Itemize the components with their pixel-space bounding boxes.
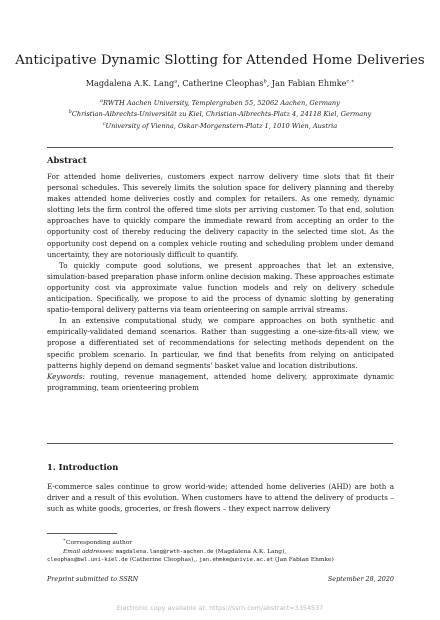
email-link[interactable]: cleophas@bwl.uni-kiel.de: [47, 557, 128, 564]
submission-date: September 28, 2020: [327, 575, 394, 583]
email-label: Email addresses:: [63, 548, 114, 555]
email-owner: (Magdalena A.K. Lang),: [215, 548, 287, 555]
keywords-label: Keywords:: [47, 371, 85, 381]
intro-paragraph: E-commerce sales continue to grow world-wide; attended home deliveries (AHD) are both a driver and a result of this evolution. When customers have to attend the delivery of products – such as white goods, groceries, or fresh flowers – they expect narrow delivery: [47, 482, 394, 514]
abstract-heading: Abstract: [47, 155, 87, 165]
email-owner: (Catherine Cleophas),: [129, 557, 196, 564]
affiliation-mark: b: [68, 110, 72, 116]
author-mark: b: [263, 78, 267, 85]
abstract-paragraph: To quickly compute good solutions, we present approaches that let an extensive, simulation-based preparation phase inform online decision making. These approaches estimate opportunity cost via approximate value function models and rely on delivery schedule anticipation. Specifically, we propose to aid the process of dynamic slotting by generating spatio-temporal delivery patterns via team orienteering on sample arrival streams.: [47, 260, 394, 315]
keywords-text: routing, revenue management, attended home delivery, approximate dynamic programming, team orienteering problem: [47, 371, 394, 392]
affiliation-mark: a: [100, 99, 103, 104]
affiliation-text: RWTH Aachen University, Templergraben 55, 52062 Aachen, Germany: [102, 99, 340, 108]
abstract-paragraph: For attended home deliveries, customers expect narrow delivery time slots that fit their personal schedules. This severely limits the solution space for delivery planning and thereby makes attended home deliveries costly and complex for retailers. As one remedy, dynamic slotting lets the firm control the offered time slots per arriving customer. To that end, solution approaches have to quickly compare the immediate reward from accepting an order to the opportunity cost of thereby reducing the delivery capacity in the selected time slot. As the opportunity cost depend on a complex vehicle routing and scheduling problem under demand uncertainty, they are notoriously difficult to quantify.: [47, 172, 394, 259]
footnote-corresponding: [47, 537, 394, 548]
footnote-rule: [47, 533, 117, 534]
author-name: Magdalena A.K. Lang: [85, 78, 175, 88]
preprint-note: Preprint submitted to SSRN: [47, 575, 139, 583]
keywords: [47, 371, 394, 393]
author-name: Catherine Cleophas: [182, 78, 264, 88]
author-mark: a: [174, 78, 178, 85]
footnote-emails: [47, 548, 394, 557]
footnotes: [47, 537, 394, 565]
abstract-bottom-rule: [47, 443, 393, 444]
footnote-emails-cont: cleophas@bwl.uni-kiel.de (Catherine Cleophas),, jan.ehmke@univie.ac.at (Jan Fabian Ehmke): [47, 557, 334, 564]
affiliation-text: University of Vienna, Oskar-Morgenstern-Platz 1, 1010 Wien, Austria: [105, 121, 338, 130]
affiliation: [0, 108, 440, 119]
ssrn-footer-link[interactable]: Electronic copy available at: https://ssrn.com/abstract=3354537: [116, 604, 324, 612]
abstract-top-rule: [47, 147, 393, 148]
author-name: Jan Fabian Ehmke: [271, 78, 347, 88]
abstract-paragraph: In an extensive computational study, we compare approaches on both synthetic and empirically-validated demand scenarios. Rather than suggesting a one-size-fits-all view, we propose a differentiated set of recommendations for selecting methods dependent on the specific problem scenario. In particular, we find that benefits from relying on anticipated patterns highly depend on demand segments' basket value and location distributions.: [47, 316, 394, 370]
abstract-body: [47, 171, 394, 393]
section-heading: 1. Introduction: [47, 462, 119, 472]
author-mark: c,∗: [346, 78, 355, 85]
paper-title: Anticipative Dynamic Slotting for Attended Home Deliveries: [15, 53, 425, 68]
affiliation: [0, 97, 440, 108]
footnote-mark: ∗: [63, 538, 66, 543]
email-owner: (Jan Fabian Ehmke): [274, 557, 334, 564]
footnote-text: Corresponding author: [65, 539, 133, 546]
affiliation-text: Christian-Albrechts-Universität zu Kiel, Christian-Albrechts-Platz 4, 24118 Kiel, Germany: [71, 110, 372, 119]
email-link[interactable]: magdalena.lang@rwth-aachen.de: [115, 548, 214, 555]
affiliation-mark: c: [102, 121, 106, 127]
author-list: Magdalena A.K. Lang$^a$, Catherine Cleophas$^b$, Jan Fabian Ehmke$^{c,∗}$: [85, 78, 355, 88]
email-link[interactable]: jan.ehmke@univie.ac.at: [198, 557, 274, 564]
affiliation-list: [0, 97, 440, 131]
affiliation: [0, 120, 440, 131]
